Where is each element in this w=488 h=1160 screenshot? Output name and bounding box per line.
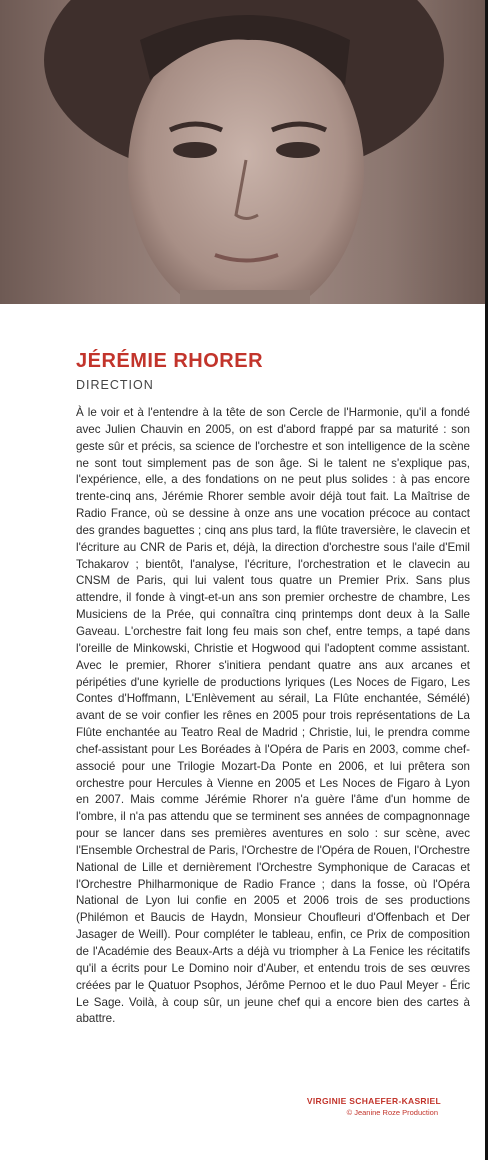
portrait-illustration (0, 0, 488, 304)
photo-credit: © Jeanine Roze Production (346, 1108, 438, 1117)
portrait-photo (0, 0, 488, 304)
article-author: VIRGINIE SCHAEFER-KASRIEL (306, 1096, 441, 1106)
person-role: DIRECTION (76, 378, 154, 392)
biography-text: À le voir et à l'entendre à la tête de son Cercle de l'Harmonie, qu'il a fondé avec Julien Chauvin en 2005, on est d'abord frappé par sa maturité : son geste sûr et précis, sa science de l'orchestre et son intelligence de la scène ne sont tout simplement pas de son âge. Si le talent ne s'explique pas, l'expérience, elle, a des fondations on ne peut plus solides : à pas encore trente-cinq ans, Jérémie Rhorer semble avoir déjà tout fait. La Maîtrise de Radio France, où se dessine à onze ans une vocation précoce au contact des grandes baguettes ; cinq ans plus tard, la flûte traversière, le clavecin et l'écriture au CNR de Paris et, déjà, la direction d'orchestre sous l'aile d'Emil Tchakarov ; bientôt, l'analyse, l'écriture, l'orchestration et le clavecin au CNSM de Paris, qui lui valent tous quatre un Premier Prix. Sans plus attendre, il fonde à vingt-et-un ans son premier orchestre de chambre, Les Musiciens de la Prée, qui connaîtra cinq printemps dont deux à la Salle Gaveau. L'orchestre fait long feu mais son chef, entre temps, a tapé dans l'oreille de Minkowski, Christie et Hogwood qui l'adoptent comme assistant. Avec le premier, Rhorer s'initiera pendant quatre ans aux arcanes et péripéties d'une kyrielle de productions lyriques (Les Noces de Figaro, Les Contes d'Hoffmann, L'Enlèvement au sérail, La Flûte enchantée, Sémélé) avant de se voir confier les rênes en 2005 pour trois représentations de La Flûte enchantée au Teatro Real de Madrid ; Christie, lui, le prendra comme chef-assistant pour Les Boréades à l'Opéra de Paris en 2003, comme chef-associé pour une Trilogie Mozart-Da Ponte en 2006, et lui prêtera son orchestre pour Hercules à Vienne en 2005 et Les Noces de Figaro à Lyon en 2007. Mais comme Jérémie Rhorer n'a guère l'âme d'un homme de l'ombre, il n'a pas attendu que se terminent ses années de compagnonnage pour se lancer dans ses premières aventures en solo : sur scène, avec l'Ensemble Orchestral de Paris, l'Orchestre de l'Opéra de Rouen, l'Orchestre National de Lille et dernièrement l'Orchestre Symphonique de Caracas et l'Orchestre Philharmonique de Radio France ; dans la fosse, où l'Opéra National de Lyon lui confie en 2005 et 2006 trois de ses productions (Philémon et Baucis de Haydn, Monsieur Choufleuri d'Offenbach et Der Jasager de Weill). Pour compléter le tableau, enfin, ce Prix de composition de l'Académie des Beaux-Arts a déjà vu triompher à La Fenice les récitatifs qu'il a écrits pour Le Domino noir d'Auber, et entendu trois de ses œuvres créées par le Quatuor Psophos, Jérôme Pernoo et le duo Paul Meyer - Éric Le Sage. Voilà, à coup sûr, un jeune chef qui a encore bien des cartes à abattre. (76, 406, 470, 1026)
person-name: JÉRÉMIE RHORER (76, 350, 264, 372)
